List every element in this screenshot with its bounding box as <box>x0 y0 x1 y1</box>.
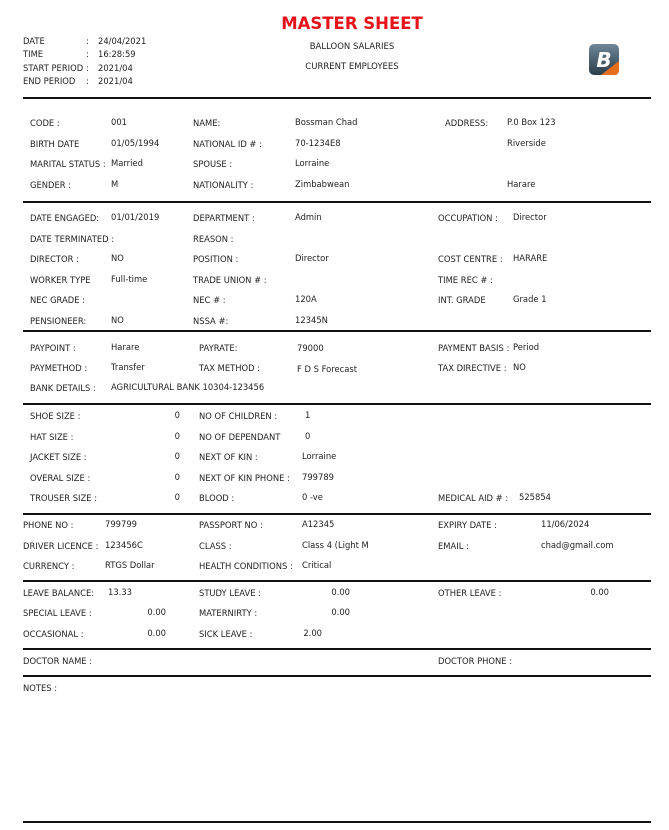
payment-basis-label: PAYMENT BASIS : <box>438 343 510 353</box>
national-id-value: 70-1234E8 <box>295 138 341 148</box>
director-value: NO <box>111 253 124 263</box>
other-leave-label: OTHER LEAVE : <box>438 588 502 598</box>
reason-label: REASON : <box>193 234 234 244</box>
divider <box>23 648 651 650</box>
class-value: Class 4 (Light M <box>302 540 369 550</box>
code-label: CODE : <box>30 118 60 128</box>
int-grade-value: Grade 1 <box>513 294 547 304</box>
class-label: CLASS : <box>199 541 232 551</box>
study-leave-label: STUDY LEAVE : <box>199 588 261 598</box>
occasional-value: 0.00 <box>147 628 166 638</box>
start-period-value: 2021/04 <box>98 63 133 73</box>
end-period-colon: : <box>86 76 89 86</box>
dependant-label: NO OF DEPENDANT <box>199 432 281 442</box>
shoe-size-label: SHOE SIZE : <box>30 411 81 421</box>
nec-value: 120A <box>295 294 317 304</box>
payrate-value: 79000 <box>297 343 324 353</box>
jacket-size-value: 0 <box>174 451 180 461</box>
nssa-value: 12345N <box>295 315 328 325</box>
next-of-kin-value: Lorraine <box>302 451 337 461</box>
worker-type-label: WORKER TYPE <box>30 275 91 285</box>
start-period-colon: : <box>86 63 89 73</box>
divider <box>23 513 651 515</box>
hat-size-value: 0 <box>174 431 180 441</box>
divider <box>23 821 651 823</box>
leave-balance-value: 13.33 <box>108 587 132 597</box>
address-label: ADDRESS: <box>445 118 489 128</box>
nec-grade-label: NEC GRADE : <box>30 295 85 305</box>
payment-basis-value: Period <box>513 342 540 352</box>
driver-licence-label: DRIVER LICENCE : <box>23 541 99 551</box>
trouser-size-value: 0 <box>174 492 180 502</box>
code-value: 001 <box>111 117 127 127</box>
tax-method-value: F D S Forecast <box>297 364 358 374</box>
paypoint-label: PAYPOINT : <box>30 343 76 353</box>
paymethod-value: Transfer <box>111 362 145 372</box>
health-conditions-label: HEALTH CONDITIONS : <box>199 561 293 571</box>
nec-label: NEC # : <box>193 295 226 305</box>
address-line-3: Harare <box>507 179 536 189</box>
phone-label: PHONE NO : <box>23 520 74 530</box>
health-conditions-value: Critical <box>302 560 332 570</box>
nssa-label: NSSA #: <box>193 316 229 326</box>
blood-label: BLOOD : <box>199 493 235 503</box>
spouse-value: Lorraine <box>295 158 330 168</box>
tax-method-label: TAX METHOD : <box>199 363 261 373</box>
marital-status-value: Married <box>111 158 143 168</box>
address-line-2: Riverside <box>507 138 546 148</box>
expiry-date-value: 11/06/2024 <box>541 519 590 529</box>
divider <box>23 675 651 677</box>
children-label: NO OF CHILDREN : <box>199 411 278 421</box>
date-engaged-label: DATE ENGAGED: <box>30 213 100 223</box>
director-label: DIRECTOR : <box>30 254 79 264</box>
divider <box>23 97 651 99</box>
sick-leave-label: SICK LEAVE : <box>199 629 253 639</box>
address-line-1: P.0 Box 123 <box>507 117 556 127</box>
divider <box>23 201 651 203</box>
svg-text:B: B <box>596 48 612 72</box>
paymethod-label: PAYMETHOD : <box>30 363 88 373</box>
study-leave-value: 0.00 <box>331 587 350 597</box>
trade-union-label: TRADE UNION # : <box>193 275 267 285</box>
tax-directive-label: TAX DIRECTIVE : <box>438 363 507 373</box>
spouse-label: SPOUSE : <box>193 159 233 169</box>
jacket-size-label: JACKET SIZE : <box>30 452 87 462</box>
occupation-label: OCCUPATION : <box>438 213 498 223</box>
maternity-value: 0.00 <box>331 607 350 617</box>
department-label: DEPARTMENT : <box>193 213 255 223</box>
doctor-phone-label: DOCTOR PHONE : <box>438 656 513 666</box>
cost-centre-label: COST CENTRE : <box>438 254 503 264</box>
currency-value: RTGS Dollar <box>105 560 155 570</box>
report-subtitle: CURRENT EMPLOYEES <box>305 62 399 72</box>
pensioneer-label: PENSIONEER: <box>30 316 87 326</box>
company-name: BALLOON SALARIES <box>309 42 395 52</box>
trouser-size-label: TROUSER SIZE : <box>30 493 98 503</box>
overal-size-label: OVERAL SIZE : <box>30 473 91 483</box>
birth-date-label: BIRTH DATE <box>30 139 80 149</box>
time-value: 16:28:59 <box>98 49 136 59</box>
special-leave-value: 0.00 <box>147 607 166 617</box>
passport-value: A12345 <box>302 519 335 529</box>
overal-size-value: 0 <box>174 472 180 482</box>
report-title: MASTER SHEET <box>281 14 423 33</box>
gender-value: M <box>111 179 119 189</box>
driver-licence-value: 123456C <box>105 540 143 550</box>
name-label: NAME: <box>193 118 221 128</box>
tax-directive-value: NO <box>513 362 526 372</box>
dependant-value: 0 <box>305 431 311 441</box>
date-terminated-label: DATE TERMINATED : <box>30 234 115 244</box>
email-label: EMAIL : <box>438 541 469 551</box>
date-label: DATE <box>23 36 45 46</box>
blood-value: 0 -ve <box>302 492 323 502</box>
payrate-label: PAYRATE: <box>199 343 238 353</box>
hat-size-label: HAT SIZE : <box>30 432 74 442</box>
cost-centre-value: HARARE <box>513 253 548 263</box>
occasional-label: OCCASIONAL : <box>23 629 84 639</box>
int-grade-label: INT. GRADE <box>438 295 486 305</box>
date-colon: : <box>86 36 89 46</box>
worker-type-value: Full-time <box>111 274 148 284</box>
other-leave-value: 0.00 <box>590 587 609 597</box>
next-of-kin-phone-value: 799789 <box>302 472 334 482</box>
divider <box>23 403 651 405</box>
end-period-value: 2021/04 <box>98 76 133 86</box>
medical-aid-value: 525854 <box>519 492 551 502</box>
date-engaged-value: 01/01/2019 <box>111 212 160 222</box>
medical-aid-label: MEDICAL AID # : <box>438 493 509 503</box>
email-value: chad@gmail.com <box>541 540 614 550</box>
nationality-label: NATIONALITY : <box>193 180 254 190</box>
children-value: 1 <box>305 410 311 420</box>
shoe-size-value: 0 <box>174 410 180 420</box>
date-value: 24/04/2021 <box>98 36 147 46</box>
divider <box>23 580 651 582</box>
marital-status-label: MARITAL STATUS : <box>30 159 106 169</box>
maternity-label: MATERNIRTY : <box>199 608 258 618</box>
end-period-label: END PERIOD <box>23 76 76 86</box>
next-of-kin-phone-label: NEXT OF KIN PHONE : <box>199 473 290 483</box>
national-id-label: NATIONAL ID # : <box>193 139 262 149</box>
position-label: POSITION : <box>193 254 239 264</box>
birth-date-value: 01/05/1994 <box>111 138 160 148</box>
company-logo-icon <box>588 43 620 76</box>
occupation-value: Director <box>513 212 547 222</box>
bank-details-label: BANK DETAILS : <box>30 383 96 393</box>
sick-leave-value: 2.00 <box>303 628 322 638</box>
nationality-value: Zimbabwean <box>295 179 350 189</box>
time-label: TIME <box>23 49 44 59</box>
department-value: Admin <box>295 212 322 222</box>
next-of-kin-label: NEXT OF KIN : <box>199 452 258 462</box>
passport-label: PASSPORT NO : <box>199 520 263 530</box>
time-colon: : <box>86 49 89 59</box>
divider <box>23 330 651 332</box>
notes-label: NOTES : <box>23 683 58 693</box>
time-rec-label: TIME REC # : <box>438 275 493 285</box>
special-leave-label: SPECIAL LEAVE : <box>23 608 92 618</box>
bank-details-value: AGRICULTURAL BANK 10304-123456 <box>111 382 265 392</box>
leave-balance-label: LEAVE BALANCE: <box>23 588 95 598</box>
name-value: Bossman Chad <box>295 117 358 127</box>
start-period-label: START PERIOD <box>23 63 84 73</box>
expiry-date-label: EXPIRY DATE : <box>438 520 497 530</box>
doctor-name-label: DOCTOR NAME : <box>23 656 93 666</box>
gender-label: GENDER : <box>30 180 72 190</box>
phone-value: 799799 <box>105 519 137 529</box>
paypoint-value: Harare <box>111 342 140 352</box>
pensioneer-value: NO <box>111 315 124 325</box>
currency-label: CURRENCY : <box>23 561 75 571</box>
position-value: Director <box>295 253 329 263</box>
